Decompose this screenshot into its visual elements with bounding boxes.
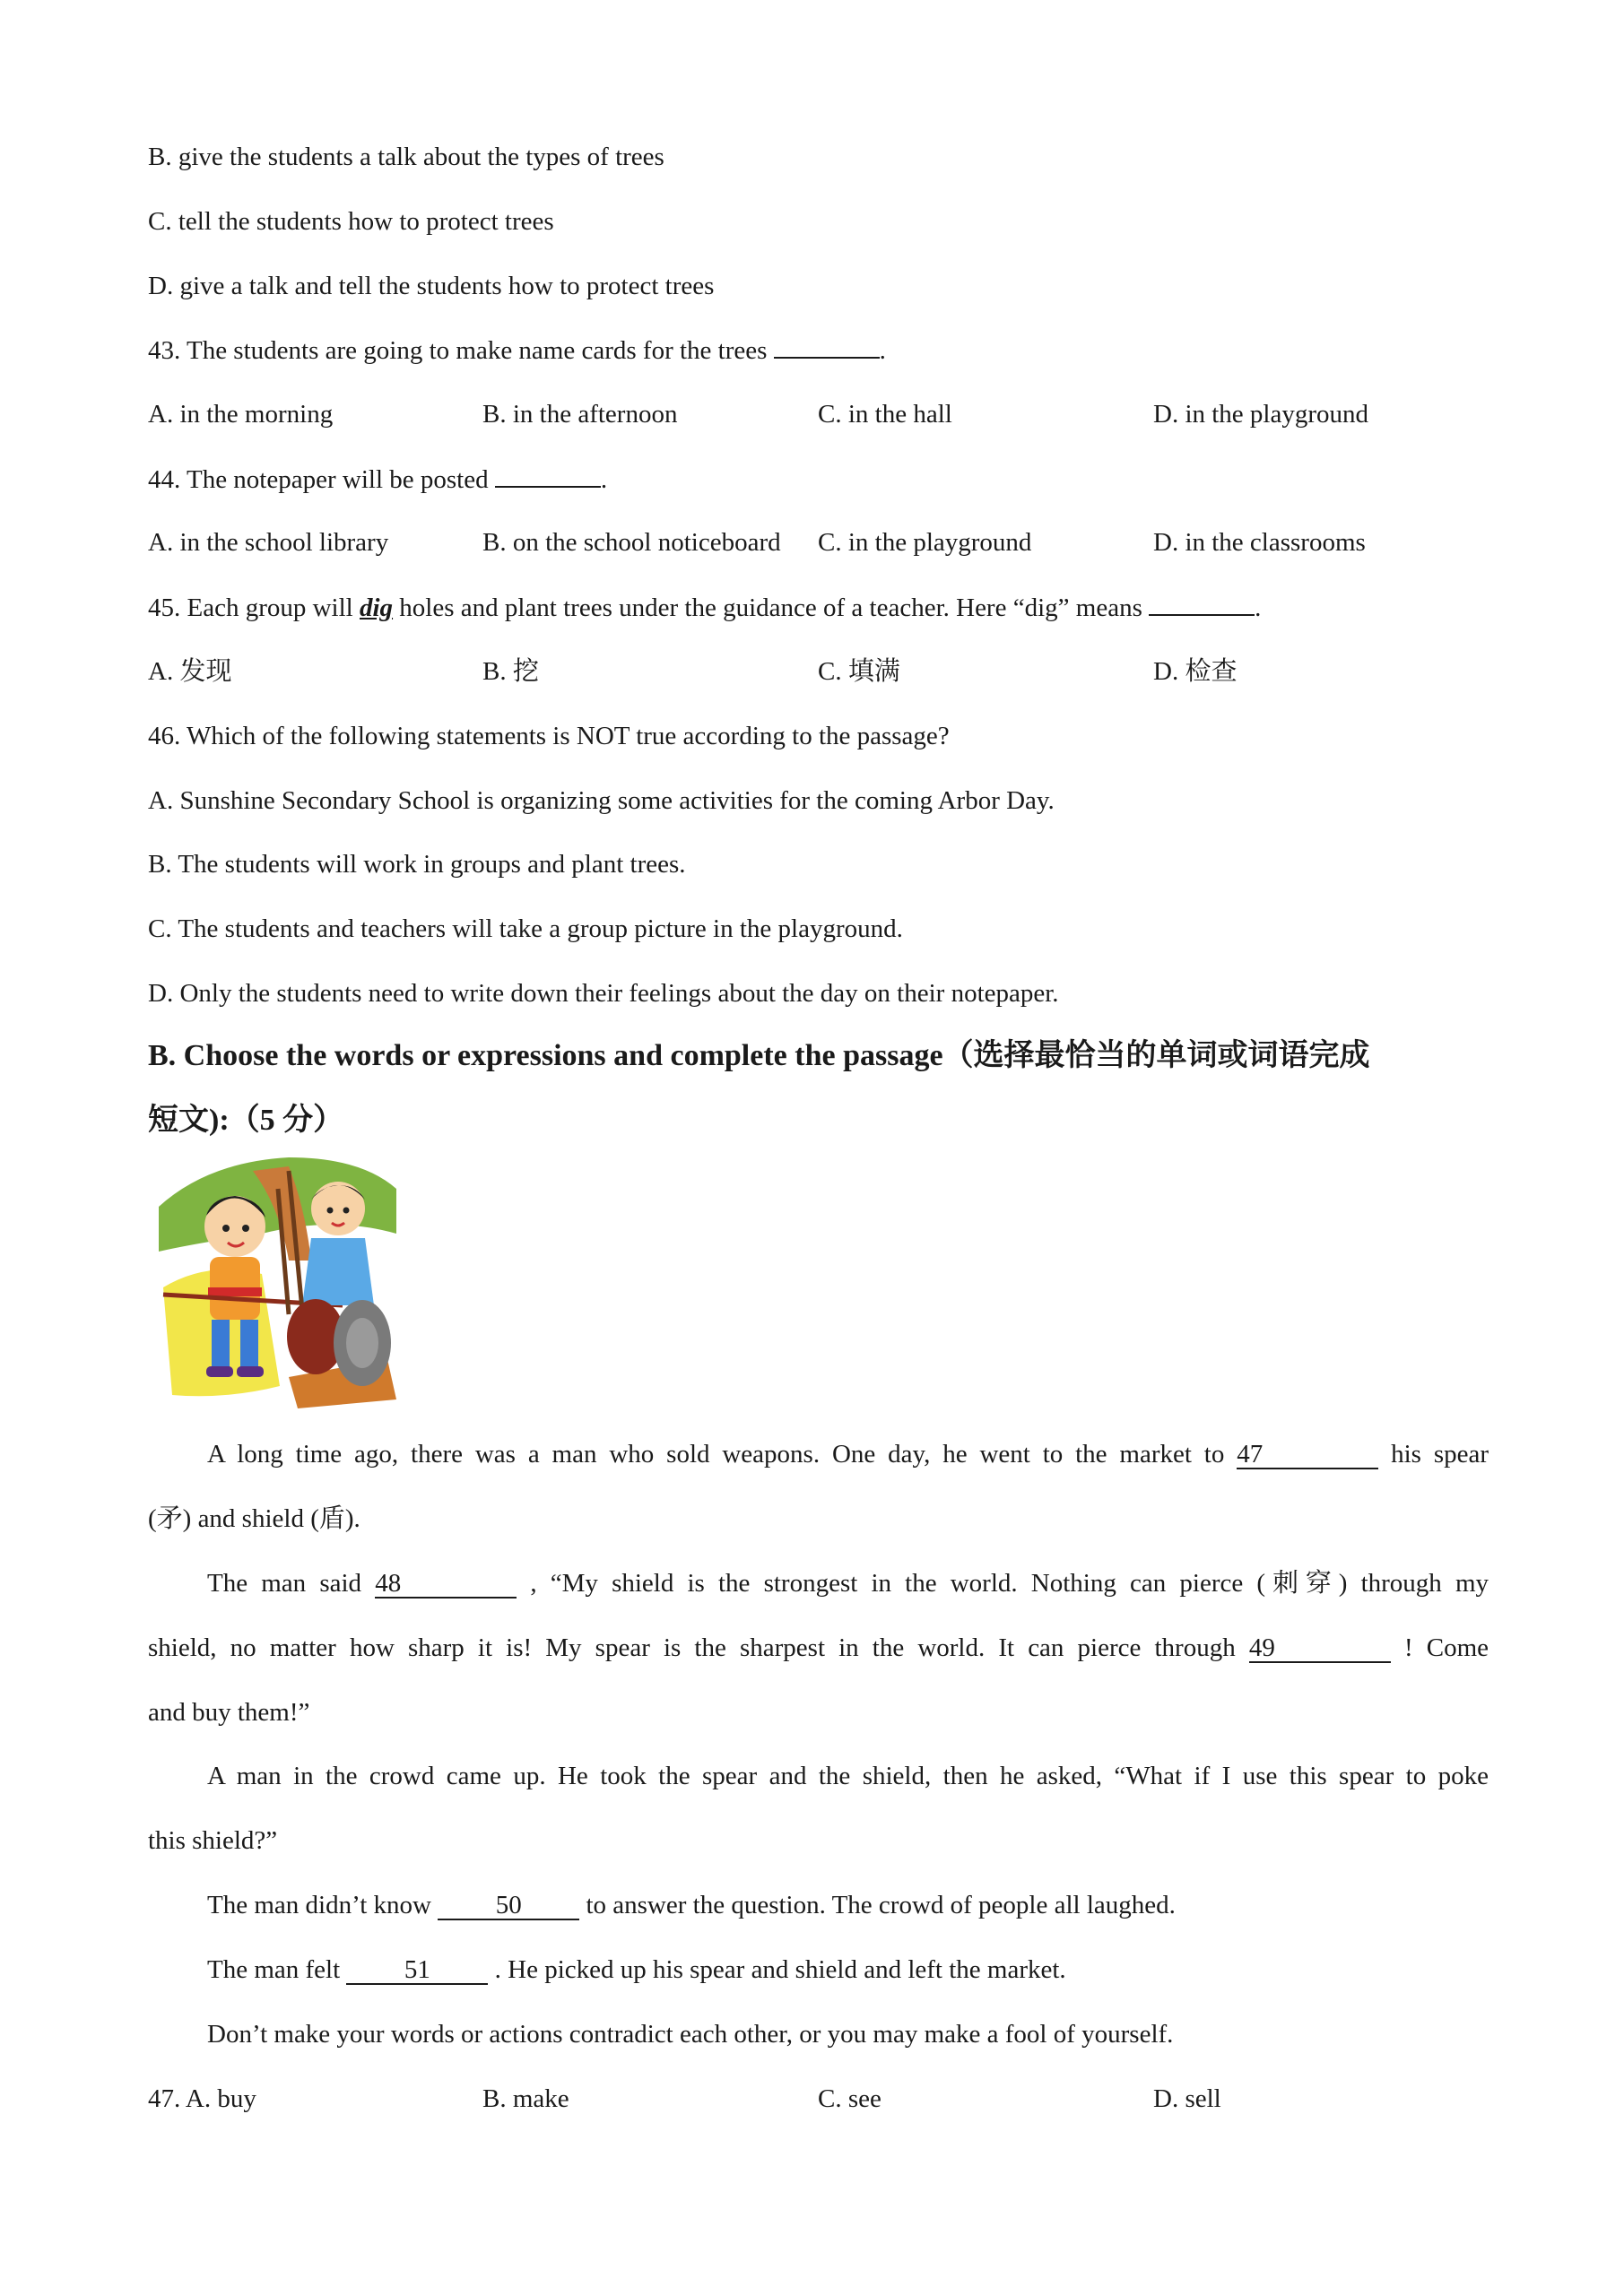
q45-options: [148, 655, 1493, 688]
passage-text: to answer the question. The crowd of people all laughed.: [586, 1891, 1176, 1919]
passage-paragraph-6: Don’t make your words or actions contradict each other, or you may make a fool of yourself.: [207, 2020, 1174, 2049]
passage-text: The man didn’t know: [207, 1891, 431, 1919]
passage-text: , “My shield is the strongest in the world. Nothing can pierce (刺穿) through my: [530, 1569, 1489, 1598]
passage-paragraph-3-cont: this shield?”: [148, 1826, 278, 1855]
q45-stem-end: .: [1255, 593, 1262, 622]
passage-paragraph-1: [148, 1438, 1489, 1470]
q45-option-b: B. 挖: [482, 657, 539, 686]
passage-text: shield, no matter how sharp it is! My spear is the sharpest in the world. It can pierce through: [148, 1633, 1236, 1662]
q44-option-a: A. in the school library: [148, 528, 389, 557]
q43-stem-end: .: [879, 336, 886, 365]
q43-option-d: D. in the playground: [1153, 400, 1369, 429]
passage-text: his spear: [1391, 1440, 1489, 1469]
passage-paragraph-5: [148, 1954, 1066, 1986]
q45-stem-post: holes and plant trees under the guidance of a teacher. Here “dig” means: [399, 593, 1142, 622]
q45-option-a: A. 发现: [148, 657, 232, 686]
q45-option-d: D. 检查: [1153, 657, 1238, 686]
answer-blank: [495, 463, 601, 488]
q42-option-b: B. give the students a talk about the types of trees: [148, 143, 664, 171]
q45-key-word: dig: [359, 593, 394, 622]
passage-text: The man felt: [207, 1955, 341, 1984]
q46-option-a: A. Sunshine Secondary School is organizing some activities for the coming Arbor Day.: [148, 786, 1055, 815]
q45-option-c: C. 填满: [818, 657, 900, 686]
q47-option-c: C. see: [818, 2084, 881, 2113]
q42-option-d: D. give a talk and tell the students how to protect trees: [148, 272, 715, 300]
passage-text: . He picked up his spear and shield and left the market.: [494, 1955, 1066, 1984]
q43-option-a: A. in the morning: [148, 400, 334, 429]
q43-options: [148, 398, 1493, 430]
q47-option-b: B. make: [482, 2084, 569, 2113]
passage-paragraph-1-cont: (矛) and shield (盾).: [148, 1504, 360, 1533]
q44-option-b: B. on the school noticeboard: [482, 528, 781, 557]
passage-paragraph-2-cont: [148, 1632, 1489, 1664]
passage-text: A long time ago, there was a man who sold weapons. One day, he went to the market to: [207, 1440, 1225, 1469]
blank-50: 50: [438, 1892, 579, 1920]
passage-paragraph-4: [148, 1889, 1176, 1921]
q43-stem-text: 43. The students are going to make name cards for the trees: [148, 336, 768, 365]
q44-stem: [148, 463, 607, 496]
blank-47: 47: [1237, 1441, 1378, 1469]
spear-and-shield-illustration: [154, 1153, 405, 1413]
q44-options: [148, 526, 1493, 559]
q44-option-d: D. in the classrooms: [1153, 528, 1366, 557]
q43-stem: [148, 334, 886, 367]
q46-option-c: C. The students and teachers will take a group picture in the playground.: [148, 914, 903, 943]
q44-stem-end: .: [600, 465, 608, 494]
q43-option-b: B. in the afternoon: [482, 400, 678, 429]
blank-48: 48: [375, 1570, 517, 1599]
passage-paragraph-3: A man in the crowd came up. He took the spear and the shield, then he asked, “What if I use this spear to poke: [207, 1762, 1489, 1790]
answer-blank: [1149, 591, 1255, 616]
q46-stem: 46. Which of the following statements is NOT true according to the passage?: [148, 722, 950, 750]
q43-option-c: C. in the hall: [818, 400, 952, 429]
q44-stem-text: 44. The notepaper will be posted: [148, 465, 489, 494]
q47-options: [148, 2083, 1493, 2115]
section-b-heading: B. Choose the words or expressions and complete the passage（选择最恰当的单词或词语完成: [148, 1039, 1370, 1072]
q45-stem: [148, 591, 1261, 624]
q42-option-c: C. tell the students how to protect trees: [148, 207, 554, 236]
blank-49: 49: [1249, 1634, 1391, 1663]
q46-option-b: B. The students will work in groups and plant trees.: [148, 850, 686, 879]
q46-option-d: D. Only the students need to write down their feelings about the day on their notepaper.: [148, 979, 1059, 1008]
q47-option-d: D. sell: [1153, 2084, 1221, 2113]
blank-51: 51: [346, 1956, 488, 1985]
answer-blank: [774, 334, 880, 359]
passage-paragraph-2-end: and buy them!”: [148, 1698, 310, 1727]
passage-text: ! Come: [1403, 1633, 1489, 1662]
q44-option-c: C. in the playground: [818, 528, 1032, 557]
q45-stem-pre: 45. Each group will: [148, 593, 353, 622]
passage-paragraph-2: [148, 1567, 1489, 1599]
section-b-heading-cont: 短文):（5 分）: [148, 1104, 344, 1137]
q47-option-a: 47. A. buy: [148, 2084, 256, 2113]
passage-text: The man said: [207, 1569, 362, 1598]
